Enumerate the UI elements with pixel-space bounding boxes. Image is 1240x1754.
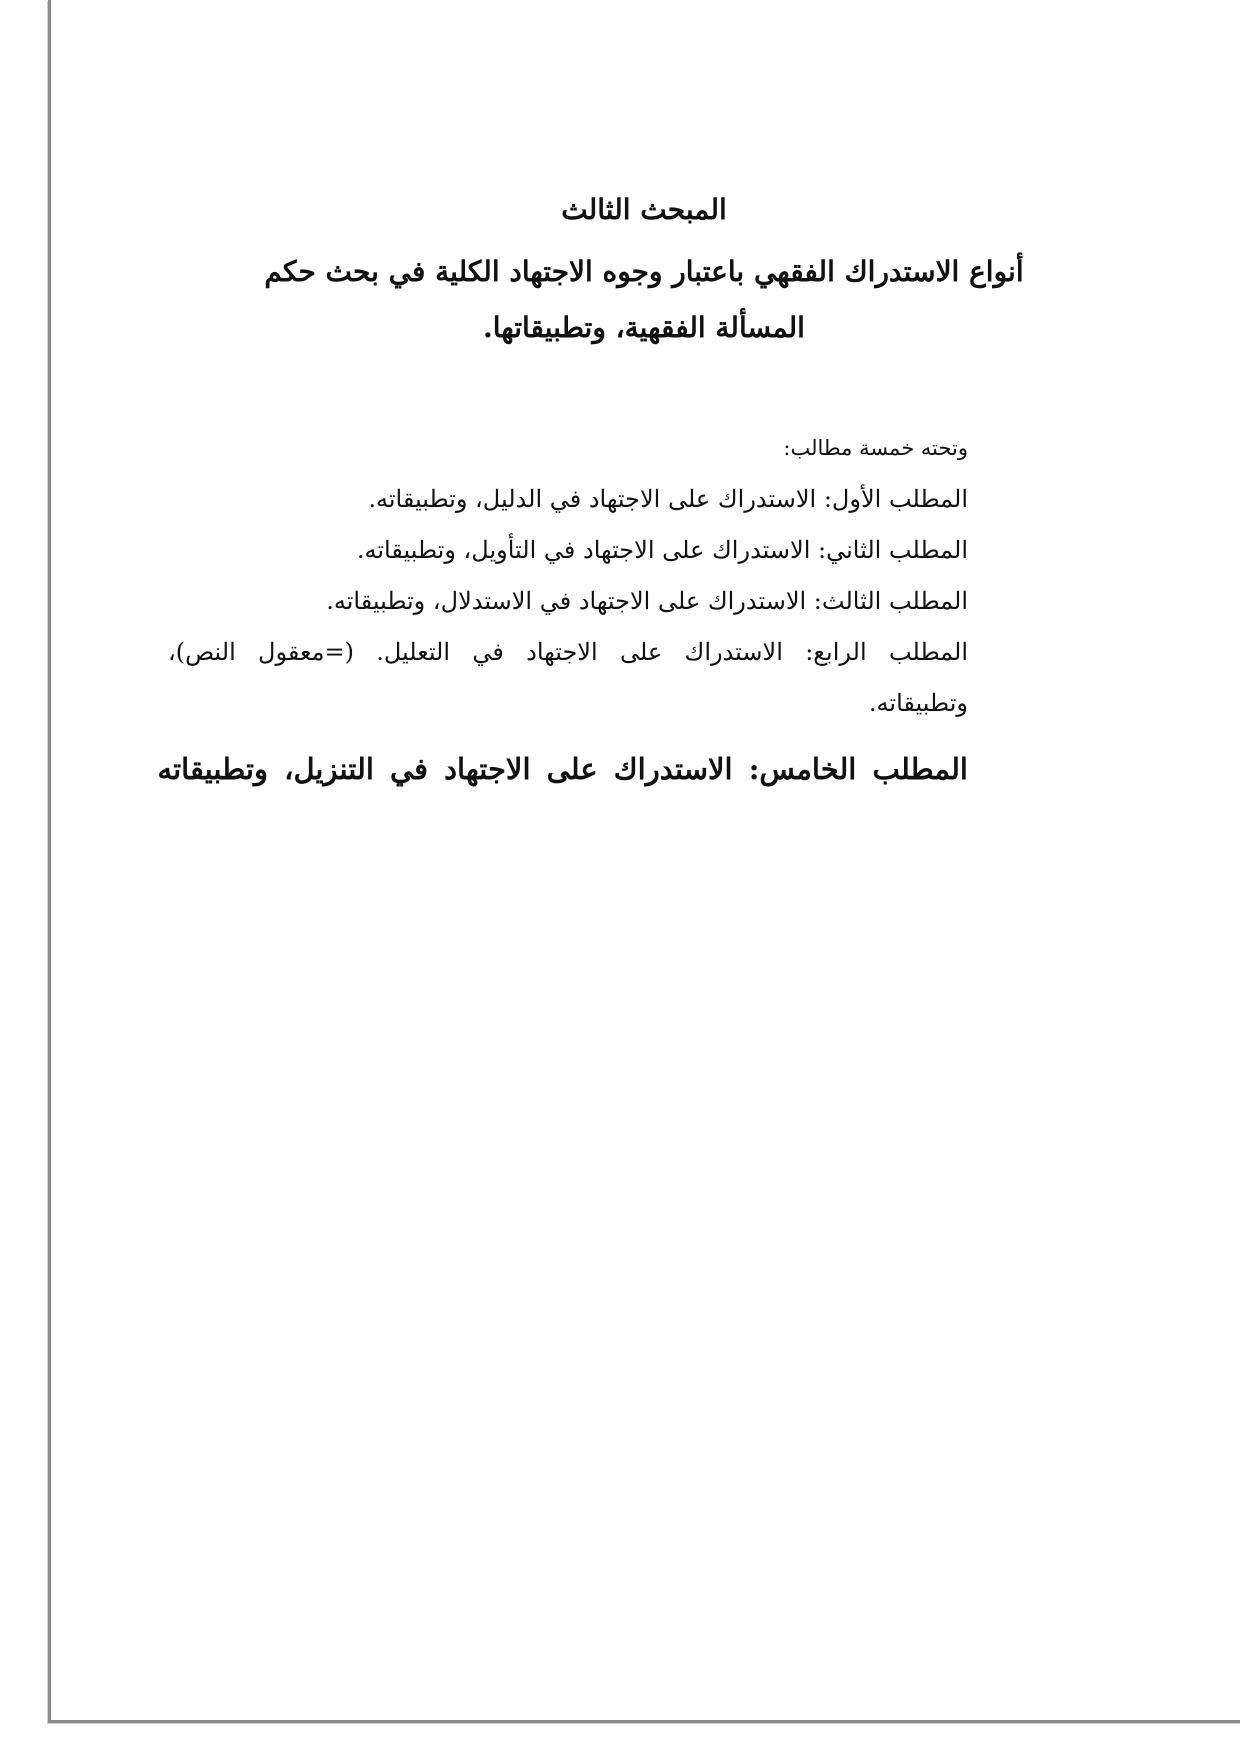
section-title: المبحث الثالث xyxy=(561,193,727,226)
intro-text: وتحته خمسة مطالب: xyxy=(783,436,968,460)
list-item-4: المطلب الرابع: الاستدراك على الاجتهاد في التعليل. (=معقول النص)، xyxy=(168,638,968,666)
list-item-3: المطلب الثالث: الاستدراك على الاجتهاد في الاستدلال، وتطبيقاته. xyxy=(326,587,968,615)
section-subtitle-line-2: المسألة الفقهية، وتطبيقاتها. xyxy=(483,311,805,344)
list-item-4-continuation: وتطبيقاته. xyxy=(868,689,968,717)
section-subtitle-line-1: أنواع الاستدراك الفقهي باعتبار وجوه الاجتهاد الكلية في بحث حكم xyxy=(264,255,1024,288)
list-item-1: المطلب الأول: الاستدراك على الاجتهاد في الدليل، وتطبيقاته. xyxy=(368,485,968,513)
list-item-2: المطلب الثاني: الاستدراك على الاجتهاد في التأويل، وتطبيقاته. xyxy=(356,536,968,564)
list-item-5: المطلب الخامس: الاستدراك على الاجتهاد في التنزيل، وتطبيقاته xyxy=(157,752,968,786)
